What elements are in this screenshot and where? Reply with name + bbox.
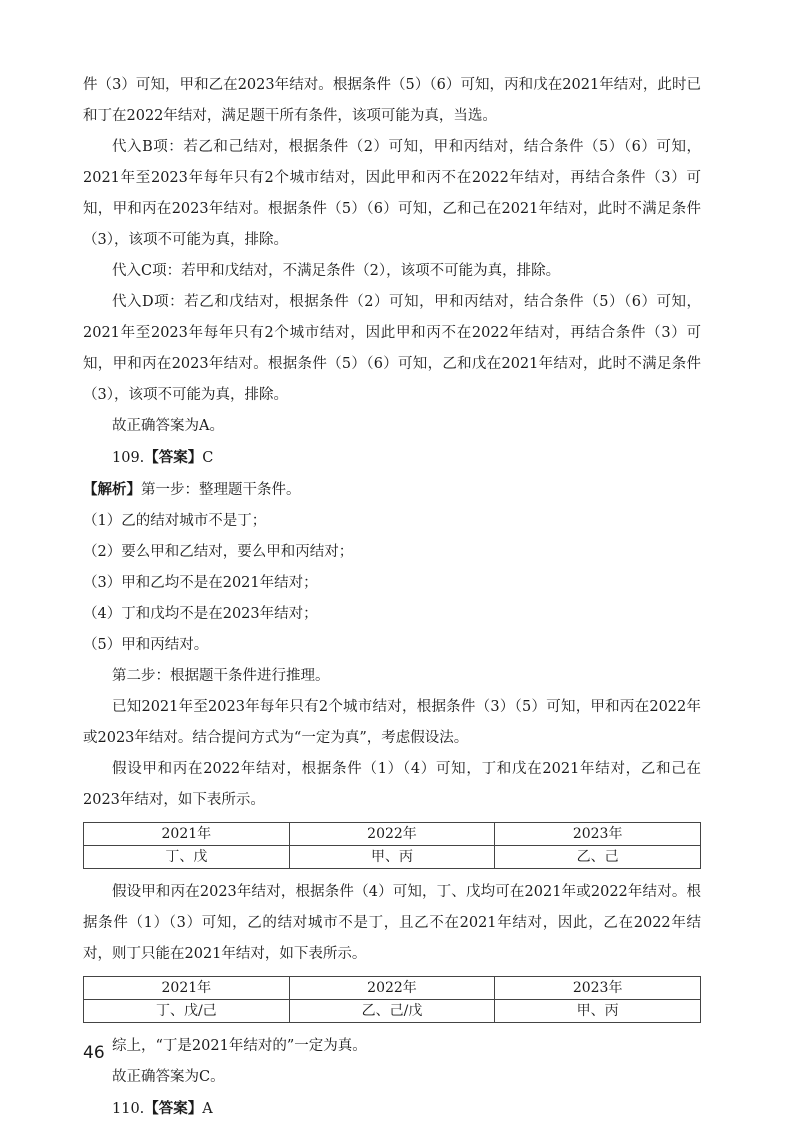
condition-3: （3）甲和乙均不是在2021年结对； [83,575,318,591]
paragraph-conclusion-108: 故正确答案为A。 [112,418,224,434]
answer-tag: 【答案】 [144,449,203,466]
question-number: 110. [112,1101,145,1117]
table-cell: 丁、戊 [84,846,290,869]
answer-line-109 [83,442,701,474]
analysis-line [83,474,701,506]
table-cell: 丁、戊/己 [84,1000,290,1023]
answer-value: C [202,450,214,466]
step1-text: 第一步：整理题干条件。 [141,482,301,498]
table-cell: 乙、己/戊 [289,1000,495,1023]
reasoning-paragraph-3: 假设甲和丙在2023年结对，根据条件（4）可知，丁、戊均可在2021年或2022年结对。根据条件（1）（3）可知，乙的结对城市不是丁，且乙不在2021年结对，因此，乙在2022年结对，则丁只能在2021年结对，如下表所示。 [83,884,701,962]
conclusion-109: 故正确答案为C。 [112,1069,225,1085]
answer-value: A [202,1101,213,1117]
table-header-row [84,823,701,846]
paragraph-option-d: 代入D项：若乙和戊结对，根据条件（2）可知，甲和丙结对，结合条件（5）（6）可知，2021年至2023年每年只有2个城市结对，因此甲和丙不在2022年结对，再结合条件（3）可知，甲和丙在2023年结对。根据条件（5）（6）可知，乙和戊在2021年结对，此时不满足条件（3），该项不可能为真，排除。 [83,294,701,403]
table-cell: 甲、丙 [289,846,495,869]
paragraph-continuation: 件（3）可知，甲和乙在2023年结对。根据条件（5）（6）可知，丙和戊在2021年结对，此时已和丁在2022年结对，满足题干所有条件，该项可能为真，当选。 [83,77,701,124]
table-header-row [84,977,701,1000]
reasoning-paragraph-2: 假设甲和丙在2022年结对，根据条件（1）（4）可知，丁和戊在2021年结对，乙和己在2023年结对，如下表所示。 [83,761,701,808]
table-row [84,846,701,869]
table-cell: 甲、丙 [495,1000,701,1023]
analysis-tag: 【解析】 [83,481,141,498]
answer-tag: 【答案】 [144,1100,203,1117]
table-header-cell: 2023年 [495,977,701,1000]
page-content [83,70,701,1125]
question-number: 109. [112,450,145,466]
pairing-table-2 [83,976,701,1023]
condition-4: （4）丁和戊均不是在2023年结对； [83,606,318,622]
answer-line-110 [83,1093,701,1125]
condition-1: （1）乙的结对城市不是丁； [83,513,267,529]
condition-5: （5）甲和丙结对。 [83,637,209,653]
pairing-table-1 [83,822,701,869]
table-header-cell: 2022年 [289,823,495,846]
paragraph-option-c: 代入C项：若甲和戊结对，不满足条件（2），该项不可能为真，排除。 [112,263,561,279]
table-header-cell: 2023年 [495,823,701,846]
table-header-cell: 2021年 [84,823,290,846]
table-header-cell: 2021年 [84,977,290,1000]
table-cell: 乙、己 [495,846,701,869]
table-header-cell: 2022年 [289,977,495,1000]
paragraph-option-b: 代入B项：若乙和己结对，根据条件（2）可知，甲和丙结对，结合条件（5）（6）可知，2021年至2023年每年只有2个城市结对，因此甲和丙不在2022年结对，再结合条件（3）可知，甲和丙在2023年结对。根据条件（5）（6）可知，乙和己在2021年结对，此时不满足条件（3），该项不可能为真，排除。 [83,139,701,248]
summary-paragraph: 综上，“丁是2021年结对的”一定为真。 [112,1038,367,1054]
step2-text: 第二步：根据题干条件进行推理。 [112,668,330,684]
reasoning-paragraph-1: 已知2021年至2023年每年只有2个城市结对，根据条件（3）（5）可知，甲和丙在2022年或2023年结对。结合提问方式为“一定为真”，考虑假设法。 [83,699,701,746]
table-row [84,1000,701,1023]
condition-2: （2）要么甲和乙结对，要么甲和丙结对； [83,544,354,560]
page-number: 46 [83,1043,105,1063]
